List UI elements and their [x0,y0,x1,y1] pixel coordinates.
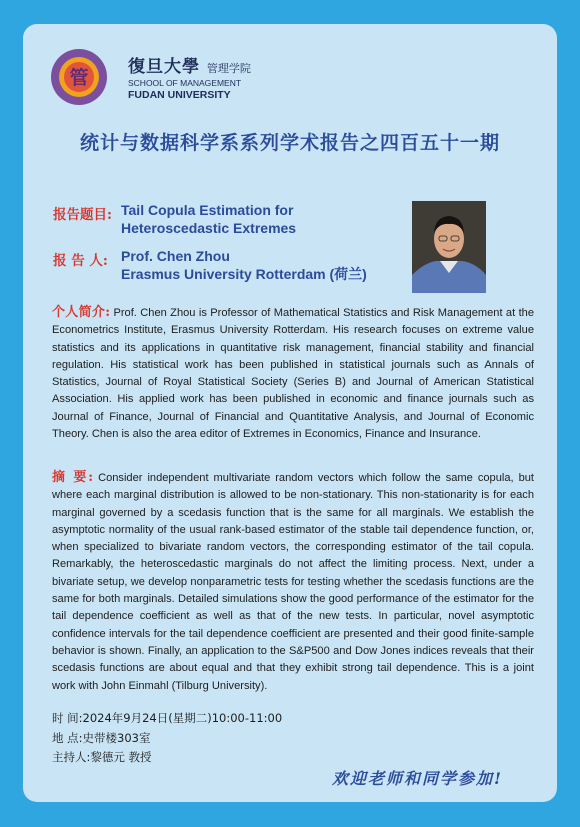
abstract-label: 摘 要: [52,470,94,485]
event-details [52,709,282,768]
talk-title-line2: Heteroscedastic Extremes [121,220,297,236]
speaker-name: Prof. Chen Zhou [121,248,230,264]
welcome-message: 欢迎老师和同学参加! [332,769,504,788]
bio-section [52,304,534,443]
school-seal-icon [50,48,108,106]
abstract-section [52,469,534,695]
speaker [121,247,367,283]
event-place: 地 点:史带楼303室 [52,730,151,745]
talk-title [121,201,296,237]
event-time: 时 间:2024年9月24日(星期二)10:00-11:00 [52,711,283,725]
speaker-affiliation: Erasmus University Rotterdam (荷兰) [121,266,367,282]
talk-title-label: 报告题目: [53,207,112,223]
poster-title: 统计与数据科学系系列学术报告之四百五十一期 [79,132,500,154]
abstract-text: Consider independent multivariate random vectors which follow the same copula, but where each marginal distribution is allowed to be non-stationary. This non-stationarity is for each marginal governed by a scedasis function that is the same for all marginals. We establish the asymptotic normality of the usual rank-based estimator of the stable tail dependence function, or, when specialized to bivariate random vectors, the corresponding estimator of the tail copula. Remarkably, the heteroscedastic marginals do not affect the limiting process. Next, under a bivariate setup, we develop nonparametric tests for testing whether the scedasis functions are the same for both marginals. Detailed simulations show the good performance of the estimator for the tail dependence coefficient as well as that of the new tests. In particular, novel asymptotic confidence intervals for the tail dependence coefficient are presented and their good finite-sample behavior is shown. Finally, an application to the S&P500 and Dow Jones indices reveals that their scedasis functions are about equal and that they exhibit strong tail dependence. This is a joint work with John Einmahl (Tilburg University). [52,472,535,692]
logo-english-line2: FUDAN UNIVERSITY [128,89,231,101]
bio-label: 个人简介: [52,305,111,320]
school-logo [50,48,250,108]
svg-text:管: 管 [69,67,89,89]
logo-chinese-name: 復旦大學 管理学院 [128,57,251,77]
bio-text: Prof. Chen Zhou is Professor of Mathematical Statistics and Risk Management at the Econometrics Institute, Erasmus University Rotterdam. His research focuses on extreme value statistics and its applications in quantitative risk management, financial stability and financial regulation. His statistical work has been published in statistical journals such as Annals of Statistics, Journal of Royal Statistical Society (Series B) and Journal of American Statistical Association. His applied work has been published in economic and finance journals such as Journal of Finance, Journal of Financial and Quantitative Analysis, and Journal of Economic Theory. Chen is also the area editor of Extremes in Economics, Finance and Insurance. [52,307,534,441]
speaker-label: 报 告 人: [53,253,108,269]
talk-title-line1: Tail Copula Estimation for [121,202,294,218]
logo-english-line1: SCHOOL OF MANAGEMENT [128,78,242,88]
event-host: 主持人:黎德元 教授 [52,750,152,764]
speaker-photo [412,201,486,293]
